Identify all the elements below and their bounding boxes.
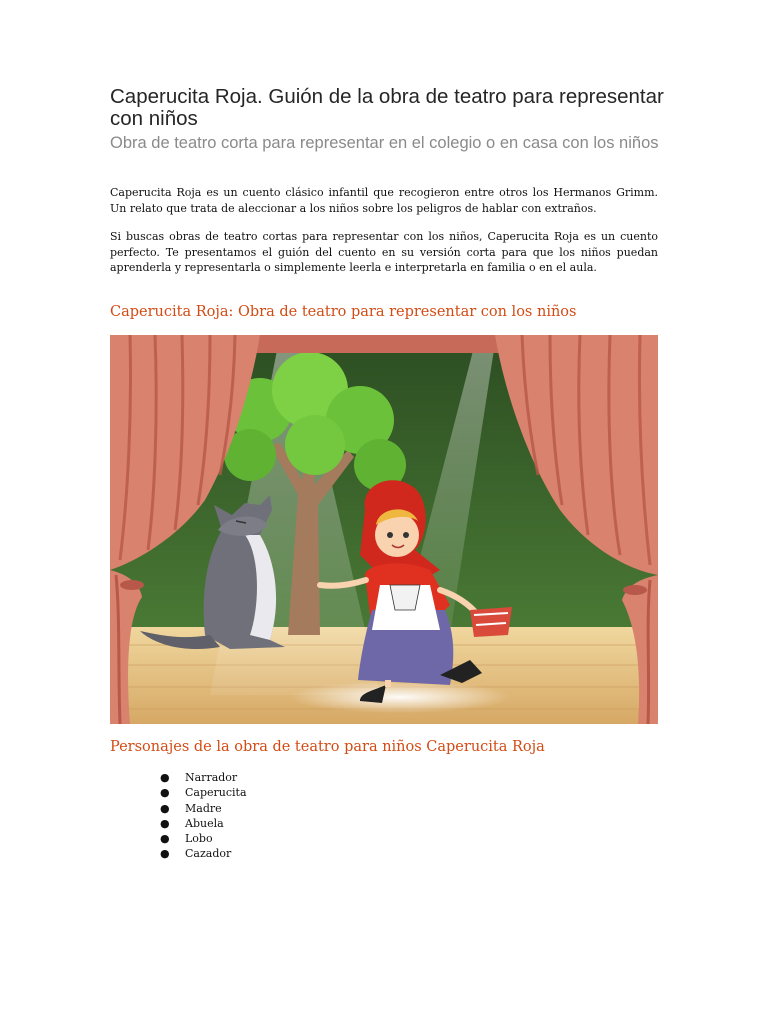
bullet-icon: ●: [160, 816, 170, 830]
character-name: Narrador: [185, 771, 238, 784]
page-subtitle: Obra de teatro corta para representar en el colegio o en casa con los niños: [110, 134, 659, 152]
bullet-icon: ●: [160, 786, 170, 800]
list-item: [160, 831, 247, 846]
character-name: Cazador: [185, 847, 232, 861]
bullet-icon: ●: [160, 771, 170, 784]
page-title: Caperucita Roja. Guión de la obra de teatro para representar con niños: [110, 85, 664, 130]
description-paragraph: Si buscas obras de teatro cortas para representar con los niños, Caperucita Roja es un cuento perfecto. Te presentamos el guión del cuento en su versión corta para que los niños puedan aprenderla y representarla o simplemente leerla e interpretarla en familia o en el aula.: [110, 230, 658, 274]
list-item: [160, 816, 247, 831]
section-heading-characters: Personajes de la obra de teatro para niños Caperucita Roja: [110, 739, 545, 755]
list-item: [160, 770, 247, 785]
section-heading-play: Caperucita Roja: Obra de teatro para representar con los niños: [110, 304, 577, 320]
bullet-icon: ●: [160, 801, 170, 815]
character-name: Lobo: [185, 832, 213, 846]
character-name: Abuela: [185, 816, 224, 830]
bullet-icon: ●: [160, 847, 170, 861]
list-item: [160, 785, 247, 800]
list-item: [160, 846, 247, 861]
character-name: Caperucita: [185, 786, 247, 800]
characters-list: [160, 770, 247, 862]
list-item: [160, 801, 247, 816]
theater-stage-illustration: [110, 335, 658, 724]
character-name: Madre: [185, 801, 222, 815]
intro-paragraph: Caperucita Roja es un cuento clásico infantil que recogieron entre otros los Hermanos Grimm. Un relato que trata de aleccionar a los niños sobre los peligros de hablar con extraños.: [110, 186, 658, 215]
bullet-icon: ●: [160, 832, 170, 846]
